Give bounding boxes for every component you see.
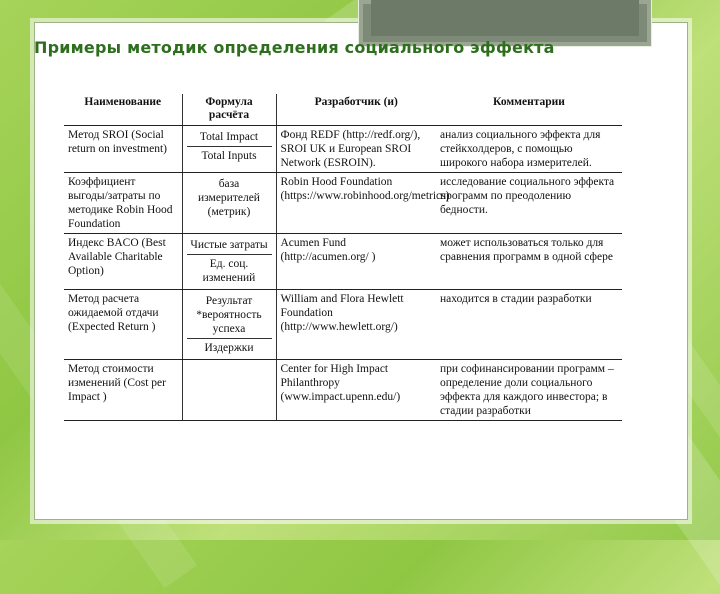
table-row bbox=[64, 360, 622, 421]
header-developer: Разработчик (и) bbox=[276, 94, 436, 126]
cell-comment: исследование социального эффекта программ по преодолению бедности. bbox=[436, 173, 622, 234]
formula-denominator: Издержки bbox=[204, 342, 254, 354]
cell-formula bbox=[182, 173, 276, 234]
cell-name: Индекс BACO (Best Available Charitable Option) bbox=[64, 234, 182, 290]
cell-comment: может использоваться только для сравнения программ в одной сфере bbox=[436, 234, 622, 290]
table-row bbox=[64, 290, 622, 360]
cell-formula bbox=[182, 234, 276, 290]
header-formula: Формула расчёта bbox=[182, 94, 276, 126]
cell-comment: находится в стадии разработки bbox=[436, 290, 622, 360]
table-row bbox=[64, 126, 622, 173]
formula-denominator: Ед. соц. изменений bbox=[202, 258, 256, 284]
header-comment: Комментарии bbox=[436, 94, 622, 126]
formula-numerator: Чистые затраты bbox=[187, 236, 272, 255]
table-row bbox=[64, 234, 622, 290]
cell-developer: Center for High Impact Philanthropy (www.impact.upenn.edu/) bbox=[276, 360, 436, 421]
cell-developer: Robin Hood Foundation (https://www.robinhood.org/metrics) bbox=[276, 173, 436, 234]
cell-formula bbox=[182, 290, 276, 360]
table-row bbox=[64, 173, 622, 234]
formula-text: база измерителей (метрик) bbox=[198, 178, 260, 218]
cell-developer: Acumen Fund (http://acumen.org/ ) bbox=[276, 234, 436, 290]
formula-numerator: Total Impact bbox=[187, 128, 272, 147]
cell-formula bbox=[182, 126, 276, 173]
methods-table bbox=[64, 94, 622, 421]
formula-numerator: Результат *вероятность успеха bbox=[187, 292, 272, 339]
table-header-row bbox=[64, 94, 622, 126]
cell-developer: William and Flora Hewlett Foundation (http://www.hewlett.org/) bbox=[276, 290, 436, 360]
cell-developer: Фонд REDF (http://redf.org/), SROI UK и European SROI Network (ESROIN). bbox=[276, 126, 436, 173]
cell-name: Метод стоимости изменений (Cost per Impact ) bbox=[64, 360, 182, 421]
cell-name: Метод SROI (Social return on investment) bbox=[64, 126, 182, 173]
header-name: Наименование bbox=[64, 94, 182, 126]
slide-title: Примеры методик определения социального эффекта bbox=[34, 38, 555, 57]
cell-name: Коэффициент выгоды/затраты по методике Robin Hood Foundation bbox=[64, 173, 182, 234]
cell-formula-empty bbox=[182, 360, 276, 421]
cell-comment: анализ социального эффекта для стейкхолдеров, с помощью широкого набора измерителей. bbox=[436, 126, 622, 173]
cell-name: Метод расчета ожидаемой отдачи (Expected Return ) bbox=[64, 290, 182, 360]
cell-comment: при софинансировании программ – определение доли социального эффекта для каждого инвестора; в стадии разработки bbox=[436, 360, 622, 421]
formula-denominator: Total Inputs bbox=[201, 150, 257, 162]
